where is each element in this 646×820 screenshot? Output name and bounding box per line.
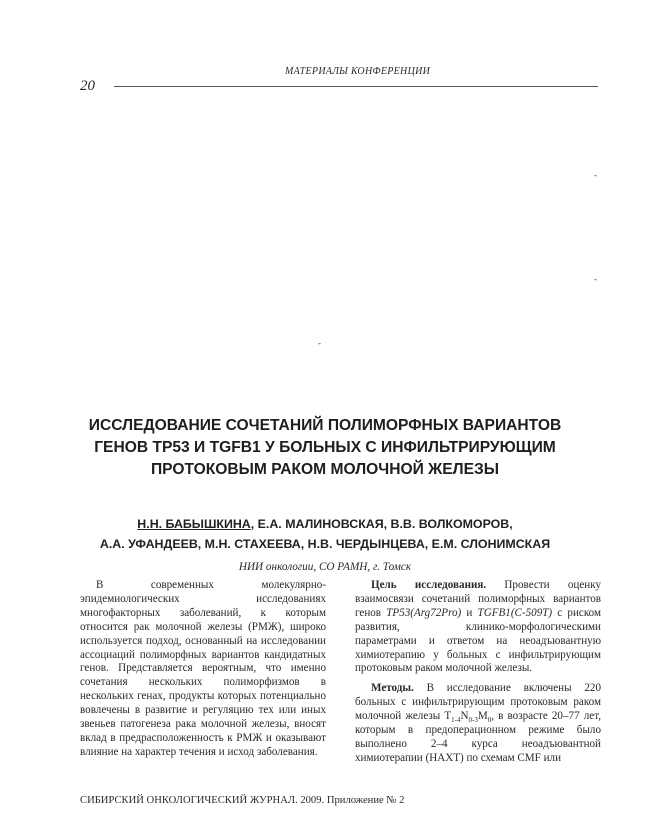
running-head: МАТЕРИАЛЫ КОНФЕРЕНЦИИ xyxy=(285,66,431,77)
title-line: ИССЛЕДОВАНИЕ СОЧЕТАНИЙ ПОЛИМОРФНЫХ ВАРИАНТОВ xyxy=(88,417,562,434)
aim-label: Цель исследования. xyxy=(371,579,487,591)
intro-paragraph: В современных молекулярно-эпидемиологических исследованиях многофакторных заболеваний, к которым относится рак молочной железы (РМЖ), широко используется подход, основанный на исследовании ассоциаций полиморфных вариантов кандидатных генов. Представляется вероятным, что именно сочетания нескольких полиморфизмов в нескольких генах, продукты которых потенциально вовлечены в развитие и регуляцию тех или иных звеньев патогенеза рака молочной железы, вносят вклад в предрасположенность к РМЖ и оказывают влияние на характер течения и исход заболевания. xyxy=(80,579,326,758)
methods-paragraph xyxy=(355,682,601,765)
right-column xyxy=(355,579,601,766)
article-title xyxy=(60,415,590,481)
authors xyxy=(60,514,590,554)
stray-mark: - xyxy=(594,170,597,180)
header-rule xyxy=(114,86,598,87)
aim-paragraph xyxy=(355,579,601,676)
page-number: 20 xyxy=(80,78,95,94)
title-line: ПРОТОКОВЫМ РАКОМ МОЛОЧНОЙ ЖЕЛЕЗЫ xyxy=(150,461,500,478)
left-column xyxy=(80,579,326,760)
gene-tgfb1: TGFB1(C-509T) xyxy=(477,606,553,619)
journal-footer: СИБИРСКИЙ ОНКОЛОГИЧЕСКИЙ ЖУРНАЛ. 2009. Приложение № 2 xyxy=(80,795,405,806)
methods-text: , в возрасте 20–77 лет, которым в предоперационном режиме было выполнено 2–4 курса неоадъювантной химиотерапии (НАХТ) по схемам CMF или xyxy=(355,710,601,764)
coauthors: , Е.А. МАЛИНОВСКАЯ, В.В. ВОЛКОМОРОВ, xyxy=(250,517,513,531)
methods-label: Методы. xyxy=(371,682,414,695)
stray-mark: - xyxy=(318,338,321,348)
title-line: ГЕНОВ TP53 И TGFB1 У БОЛЬНЫХ С ИНФИЛЬТРИРУЮЩИМ xyxy=(94,439,556,456)
authors-line-2: А.А. УФАНДЕЕВ, М.Н. СТАХЕЕВА, Н.В. ЧЕРДЫНЦЕВА, Е.М. СЛОНИМСКАЯ xyxy=(99,537,551,551)
aim-and: и xyxy=(461,606,478,619)
aim-text: с риском развития, клинико-морфологическими параметрами и ответом на неоадъювантную химиотерапию у больных с инфильтрирующим протоковым раком молочной железы. xyxy=(355,606,602,675)
gene-tp53: TP53(Arg72Pro) xyxy=(386,606,462,619)
n-letter: N xyxy=(460,710,469,723)
presenting-author: Н.Н. БАБЫШКИНА xyxy=(137,517,251,531)
t-subscript: 1-4 xyxy=(451,716,461,725)
methods-text: В исследование включены 220 больных с инфильтрирующим протоковым раком молочной железы T xyxy=(355,682,601,723)
m-letter: M xyxy=(477,710,488,723)
stray-mark: - xyxy=(594,274,597,284)
authors-line-1 xyxy=(60,514,590,534)
aim-text: Провести оценку взаимосвязи сочетаний полиморфных вариантов генов xyxy=(355,579,601,619)
affiliation: НИИ онкологии, СО РАМН, г. Томск xyxy=(238,561,412,573)
m-subscript: 0 xyxy=(487,716,492,725)
n-subscript: 0-3 xyxy=(468,716,478,725)
